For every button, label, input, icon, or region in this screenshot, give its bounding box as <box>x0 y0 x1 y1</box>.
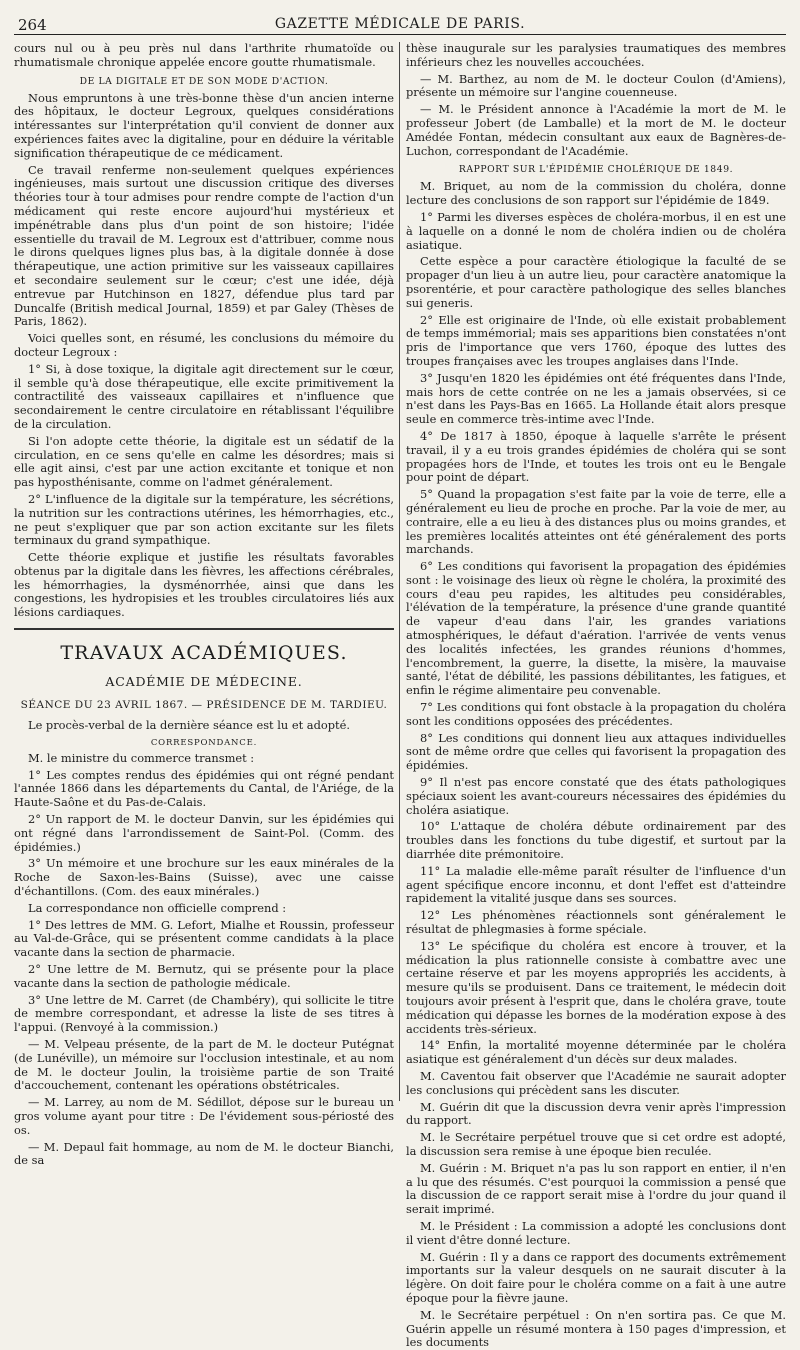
paragraph: — M. Depaul fait hommage, au nom de M. le docteur Bianchi, de sa <box>14 1139 394 1168</box>
right-column <box>406 41 786 1350</box>
paragraph: 2° Un rapport de M. le docteur Danvin, sur les épidémies qui ont régné dans l'arrondissement de Saint-Pol. (Comm. des épidémies.) <box>14 812 394 854</box>
paragraph: Cette théorie explique et justifie les résultats favorables obtenus par la digitale dans les fièvres, les affections cérébrales, les hémorrhagies, la dysménorrhée, ainsi que dans les congestions, les hydropisies et les troubles circulatoires liés aux lésions cardiaques. <box>14 550 394 620</box>
section-divider <box>14 628 394 630</box>
paragraph: 3° Un mémoire et une brochure sur les eaux minérales de la Roche de Saxon-les-Bains (Suisse), avec une caisse d'échantillons. (Com. des eaux minérales.) <box>14 856 394 899</box>
paragraph: M. le Secrétaire perpétuel trouve que si cet ordre est adopté, la discussion sera remise à une époque bien reculée. <box>406 1130 786 1158</box>
paragraph: 1° Des lettres de MM. G. Lefort, Mialhe et Roussin, professeur au Val-de-Grâce, qui se présentent comme candidats à la place vacante dans la section de pharmacie. <box>14 917 394 960</box>
paragraph: M. le ministre du commerce transmet : <box>28 750 255 765</box>
paragraph: 5° Quand la propagation s'est faite par la voie de terre, elle a généralement eu lieu de proche en proche. Par la voie de mer, au contraire, elle a eu lieu à des distances plus ou moins grandes, et les premières localités atteintes ont été généralement des ports marchands. <box>406 487 786 557</box>
paragraph: 11° La maladie elle-même paraît résulter de l'influence d'un agent spécifique encore inconnu, et dont l'effet est d'atteindre rapidement la vitalité jusque dans ses sources. <box>406 863 786 906</box>
paragraph: — M. le Président annonce à l'Académie la mort de M. le professeur Jobert (de Lamballe) et la mort de M. le docteur Amédée Fontan, médecin consultant aux eaux de Bagnères-de-Luchon, correspondant de l'Académie. <box>406 102 786 158</box>
paragraph: M. Guérin : M. Briquet n'a pas lu son rapport en entier, il n'en a lu que des résumés. C'est pourquoi la commission a pensé que la discussion de ce rapport serait mise à l'ordre du jour quand il serait imprimé. <box>406 1160 786 1217</box>
paragraph: M. le Président : La commission a adopté les conclusions dont il vient d'être donné lecture. <box>406 1218 786 1247</box>
paragraph: Ce travail renferme non-seulement quelques expériences ingénieuses, mais surtout une discussion critique des diverses théories tour à tour admises pour rendre compte de l'action d'un médicament qui reste encore aujourd'hui mystérieux et impénétrable dans plus d'un point de son histoire; l'idée essentielle du travail de M. Legroux est d'attribuer, comme nous le dirons quelques lignes plus bas, à la digitale donnée à dose thérapeutique, une action primitive sur les vaisseaux capillaires et secondaire seulement sur le cœur; c'est une idée, déjà entrevue par Hutchinson en 1827, défendue plus tard par Duncalfe (British medical Journal, 1859) et par Galey (Thèses de Paris, 1862). <box>14 162 394 329</box>
paragraph: 1° Parmi les diverses espèces de choléra-morbus, il en est une à laquelle on a donné le nom de choléra indien ou de choléra asiatique. <box>406 209 786 252</box>
column-divider <box>399 42 400 1101</box>
paragraph: 14° Enfin, la mortalité moyenne déterminée par le choléra asiatique est généralement d'un décès sur deux malades. <box>406 1038 786 1067</box>
paragraph: — M. Velpeau présente, de la part de M. le docteur Putégnat (de Lunéville), un mémoire sur l'occlusion intestinale, et au nom de M. le docteur Joulin, la troisième partie de son Traité d'accouchement, contenant les opérations obstétricales. <box>14 1037 394 1093</box>
correspondance-heading: CORRESPONDANCE. <box>150 737 258 748</box>
paragraph: 13° Le spécifique du choléra est encore à trouver, et la médication la plus rationnelle consiste à combattre avec une certaine réserve et par les moyens appropriés les accidents, à mesure qu'ils se produisent. Dans ce traitement, le médecin doit toujours avoir présent à l'esprit que, dans le choléra grave, toute médication qui dépasse les bornes de la modération expose à des accidents très-sérieux. <box>406 938 786 1036</box>
paragraph: 3° Une lettre de M. Carret (de Chambéry), qui sollicite le titre de membre correspondant, et adresse la liste de ses titres à l'appui. (Renvoyé à la commission.) <box>14 992 394 1035</box>
academy-title: ACADÉMIE DE MÉDECINE. <box>105 674 303 690</box>
paragraph: 1° Si, à dose toxique, la digitale agit directement sur le cœur, il semble qu'à dose thérapeutique, elle excite primitivement la contractilité des vaisseaux capillaires et n'influence que secondairement le centre circulatoire en rétablissant l'équilibre de la circulation. <box>14 361 394 431</box>
section-heading-cholera: RAPPORT SUR L'ÉPIDÉMIE CHOLÉRIQUE DE 1849. <box>458 164 734 176</box>
journal-title: GAZETTE MÉDICALE DE PARIS. <box>274 16 526 32</box>
paragraph: 2° Elle est originaire de l'Inde, où elle existait probablement de temps immémorial; mais ses apparitions bien constatées n'ont pris de l'importance que vers 1760, époque des luttes des troupes françaises avec les troupes anglaises dans l'Inde. <box>406 312 786 368</box>
paragraph: 7° Les conditions qui font obstacle à la propagation du choléra sont les conditions opposées des précédentes. <box>406 700 786 728</box>
page-number: 264 <box>18 16 47 34</box>
paragraph: 1° Les comptes rendus des épidémies qui ont régné pendant l'année 1866 dans les départements du Cantal, de l'Ariége, de la Haute-Saône et du Pas-de-Calais. <box>14 767 394 810</box>
paragraph: 10° L'attaque de choléra débute ordinairement par des troubles dans les fonctions du tube digestif, et surtout par la diarrhée dite prémonitoire. <box>406 819 786 862</box>
paragraph: 2° L'influence de la digitale sur la température, les sécrétions, la nutrition sur les contractions utérines, les hémorrhagies, etc., ne peut s'expliquer que par son action excitante sur les filets terminaux du grand sympathique. <box>14 491 394 548</box>
paragraph: Voici quelles sont, en résumé, les conclusions du mémoire du docteur Legroux : <box>14 331 394 359</box>
paragraph: 12° Les phénomènes réactionnels sont généralement le résultat de phlegmasies à forme spéciale. <box>406 908 786 937</box>
section-title-travaux: TRAVAUX ACADÉMIQUES. <box>60 642 348 665</box>
paragraph: — M. Larrey, au nom de M. Sédillot, dépose sur le bureau un gros volume ayant pour titre : De l'évidement sous-périosté des os. <box>14 1095 394 1137</box>
left-column <box>14 41 394 1168</box>
seance-line: SÉANCE DU 23 AVRIL 1867. — PRÉSIDENCE DE M. TARDIEU. <box>20 699 388 712</box>
paragraph: M. Guérin dit que la discussion devra venir après l'impression du rapport. <box>406 1099 786 1128</box>
paragraph: M. Briquet, au nom de la commission du choléra, donne lecture des conclusions de son rapport sur l'épidémie de 1849. <box>406 179 786 208</box>
page-header <box>14 8 786 35</box>
paragraph: M. le Secrétaire perpétuel : On n'en sortira pas. Ce que M. Guérin appelle un résumé montera à 150 pages d'impression, et les documents <box>406 1307 786 1350</box>
paragraph: 6° Les conditions qui favorisent la propagation des épidémies sont : le voisinage des lieux où règne le choléra, la proximité des cours d'eau peu rapides, les altitudes peu considérables, l'élévation de la température, la présence d'une grande quantité de vapeur d'eau dans l'air, les grandes variations atmosphériques, le défaut d'aération. l'arrivée de vents venus des localités infectées, les grandes réunions d'hommes, l'encombrement, la guerre, la disette, la misère, la mauvaise santé, l'état de débilité, les passions débilitantes, les fatigues, et enfin le régime alimentaire peu convenable. <box>406 559 786 698</box>
paragraph: M. Caventou fait observer que l'Académie ne saurait adopter les conclusions qui précèdent sans les discuter. <box>406 1068 786 1097</box>
paragraph: Le procès-verbal de la dernière séance est lu et adopté. <box>28 718 350 733</box>
paragraph: Cette espèce a pour caractère étiologique la faculté de se propager d'un lieu à un autre lieu, pour caractère anatomique la psorentérie, et pour caractère pathologique des selles blanches sui generis. <box>406 254 786 310</box>
paragraph: 2° Une lettre de M. Bernutz, qui se présente pour la place vacante dans la section de pathologie médicale. <box>14 962 394 990</box>
section-heading-digitale: DE LA DIGITALE ET DE SON MODE D'ACTION. <box>79 75 329 87</box>
text-columns <box>14 41 786 1350</box>
paragraph: 8° Les conditions qui donnent lieu aux attaques individuelles sont de même ordre que celles qui favorisent la propagation des épidémies. <box>406 730 786 773</box>
paragraph: 9° Il n'est pas encore constaté que des états pathologiques spéciaux soient les avant-coureurs nécessaires des épidémies du choléra asiatique. <box>406 775 786 817</box>
paragraph: M. Guérin : Il y a dans ce rapport des documents extrêmement importants sur la valeur desquels on ne saurait discuter à la légère. On doit faire pour le choléra comme on a fait à une autre époque pour la fièvre jaune. <box>406 1249 786 1305</box>
paragraph: 4° De 1817 à 1850, époque à laquelle s'arrête le présent travail, il y a eu trois grandes épidémies de choléra qui se sont propagées hors de l'Inde, et toutes les trois ont eu le Bengale pour point de départ. <box>406 428 786 485</box>
paragraph: Si l'on adopte cette théorie, la digitale est un sédatif de la circulation, en ce sens qu'elle en calme les désordres; mais si elle agit ainsi, c'est par une action excitante et tonique et non pas hyposthénisante, comme on l'admet généralement. <box>14 433 394 490</box>
paragraph: cours nul ou à peu près nul dans l'arthrite rhumatoïde ou rhumatismale chronique appelée encore goutte rhumatismale. <box>14 41 394 69</box>
paragraph: 3° Jusqu'en 1820 les épidémies ont été fréquentes dans l'Inde, mais hors de cette contrée on ne les a jamais observées, si ce n'est dans les Pays-Bas en 1665. La Hollande était alors presque seule en commerce très-intime avec l'Inde. <box>406 370 786 427</box>
paragraph: thèse inaugurale sur les paralysies traumatiques des membres inférieurs chez les nouvelles accouchées. <box>406 41 786 69</box>
paragraph: La correspondance non officielle comprend : <box>28 900 287 915</box>
paragraph: — M. Barthez, au nom de M. le docteur Coulon (d'Amiens), présente un mémoire sur l'angine couenneuse. <box>406 71 786 100</box>
paragraph: Nous empruntons à une très-bonne thèse d'un ancien interne des hôpitaux, le docteur Legroux, quelques considérations intéressantes sur l'interprétation qu'il convient de donner aux expériences faites avec la digitaline, pour en déduire la véritable signification thérapeutique de ce médicament. <box>14 90 394 160</box>
